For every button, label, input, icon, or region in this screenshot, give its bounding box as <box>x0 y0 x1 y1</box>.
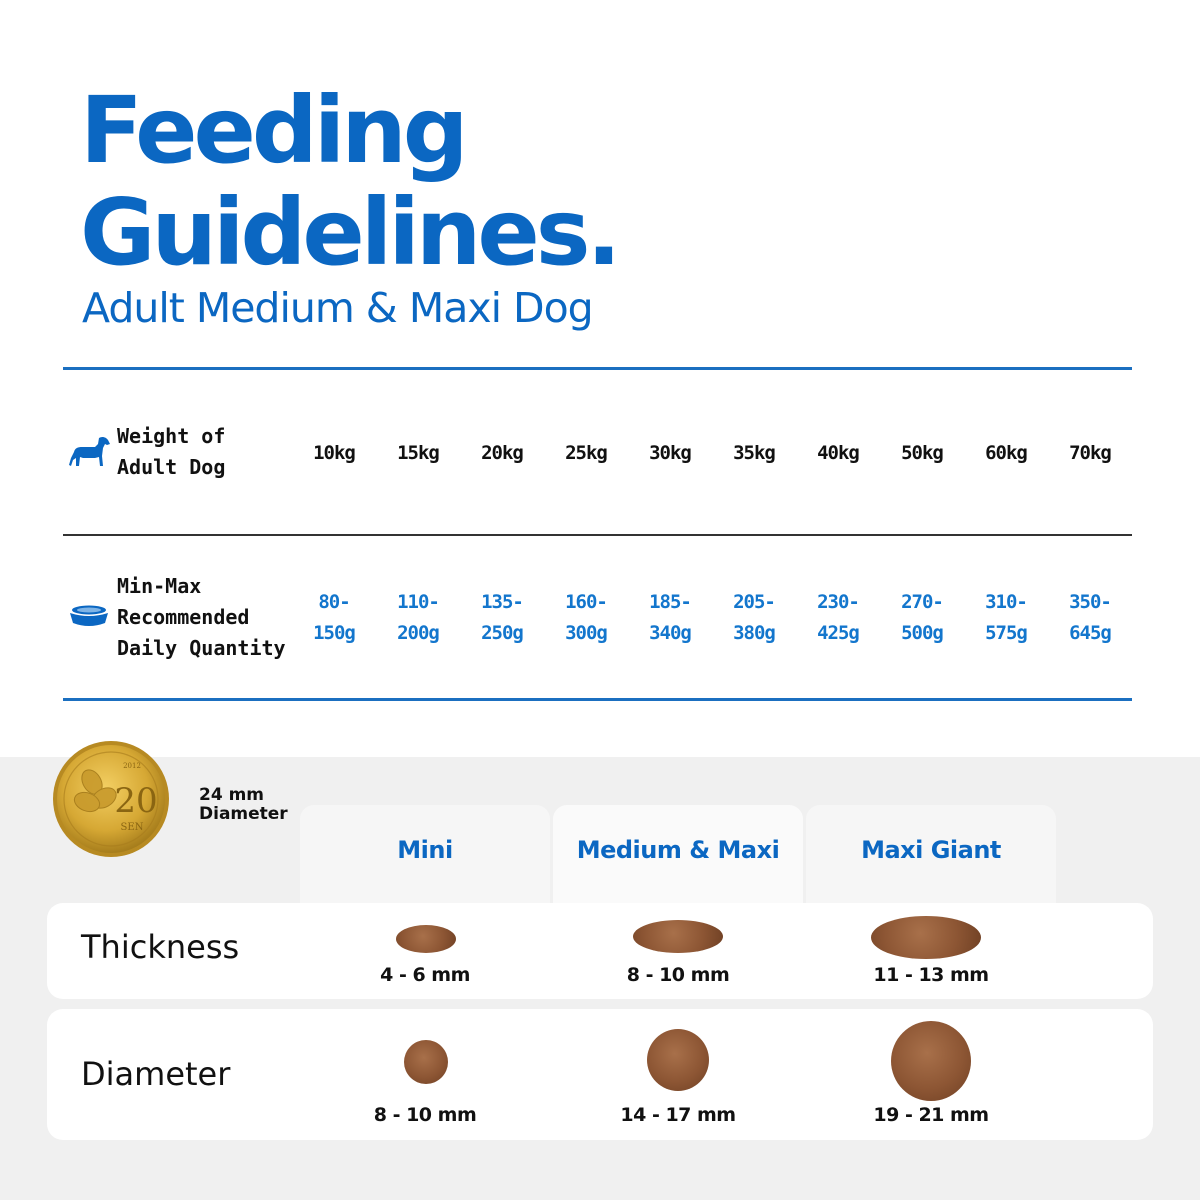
quantity-cell <box>796 587 880 649</box>
weight-cell: 15kg <box>397 442 439 464</box>
weight-cell: 70kg <box>1069 442 1111 464</box>
weight-cell: 60kg <box>985 442 1027 464</box>
diameter-value-mini: 8 - 10 mm <box>373 1104 477 1126</box>
quantity-cell <box>460 587 544 649</box>
coin-value: 20 <box>114 781 158 821</box>
tab-medium-maxi[interactable]: Medium & Maxi <box>553 805 803 915</box>
diameter-value-medium-maxi: 14 - 17 mm <box>620 1104 736 1126</box>
weight-cell: 35kg <box>733 442 775 464</box>
quantity-min: 80- <box>318 591 350 613</box>
tab-maxi-giant[interactable]: Maxi Giant <box>806 805 1056 915</box>
coin-size-caption: Diameter <box>199 804 288 824</box>
quantity-min: 205- <box>733 591 775 613</box>
weight-label-line-2: Adult Dog <box>117 455 226 479</box>
coin-size-value: 24 mm <box>199 785 265 805</box>
coin-icon <box>52 740 170 858</box>
diameter-label: Diameter <box>81 1055 231 1093</box>
weight-cell: 25kg <box>565 442 607 464</box>
kibble-thickness-medium-maxi <box>633 920 723 953</box>
bottom-divider <box>63 698 1132 701</box>
quantity-max: 250g <box>481 622 523 644</box>
quantity-max: 380g <box>733 622 775 644</box>
coin-unit: SEN <box>120 822 144 833</box>
food-bowl-icon <box>68 604 110 628</box>
weight-values-row <box>292 438 1132 468</box>
coin-size-label <box>199 786 288 824</box>
quantity-min: 310- <box>985 591 1027 613</box>
quantity-min: 230- <box>817 591 859 613</box>
thickness-value-maxi-giant: 11 - 13 mm <box>873 964 989 986</box>
weight-cell: 20kg <box>481 442 523 464</box>
quantity-max: 200g <box>397 622 439 644</box>
title-line-2: Guidelines. <box>80 179 618 286</box>
quantity-min: 110- <box>397 591 439 613</box>
dog-icon <box>69 436 111 468</box>
tab-mini[interactable]: Mini <box>300 805 550 915</box>
quantity-cell <box>376 587 460 649</box>
quantity-cell <box>544 587 628 649</box>
kibble-diameter-mini <box>404 1040 448 1084</box>
diameter-card <box>47 1009 1153 1140</box>
weight-cell: 10kg <box>313 442 355 464</box>
middle-divider <box>63 534 1132 536</box>
quantity-min: 350- <box>1069 591 1111 613</box>
thickness-label: Thickness <box>81 928 240 966</box>
thickness-value-medium-maxi: 8 - 10 mm <box>626 964 730 986</box>
quantity-label-line-3: Daily Quantity <box>117 636 286 660</box>
coin-year: 2012 <box>123 762 141 770</box>
quantity-row-label <box>117 571 286 664</box>
quantity-max: 645g <box>1069 622 1111 644</box>
title-line-1: Feeding <box>80 77 465 184</box>
quantity-max: 150g <box>313 622 355 644</box>
top-divider <box>63 367 1132 370</box>
thickness-value-mini: 4 - 6 mm <box>380 964 470 986</box>
kibble-thickness-maxi-giant <box>871 916 981 959</box>
kibble-diameter-medium-maxi <box>647 1029 709 1091</box>
quantity-label-line-1: Min-Max <box>117 574 202 598</box>
page-title <box>80 77 618 286</box>
kibble-thickness-mini <box>396 925 456 953</box>
quantity-cell <box>1048 587 1132 649</box>
weight-label-line-1: Weight of <box>117 424 226 448</box>
quantity-cell <box>712 587 796 649</box>
quantity-cell <box>880 587 964 649</box>
weight-cell: 30kg <box>649 442 691 464</box>
thickness-card <box>47 903 1153 999</box>
quantity-max: 340g <box>649 622 691 644</box>
quantity-cell <box>628 587 712 649</box>
diameter-value-maxi-giant: 19 - 21 mm <box>873 1104 989 1126</box>
quantity-min: 135- <box>481 591 523 613</box>
weight-cell: 40kg <box>817 442 859 464</box>
quantity-min: 160- <box>565 591 607 613</box>
quantity-max: 425g <box>817 622 859 644</box>
quantity-cell <box>964 587 1048 649</box>
page-subtitle: Adult Medium & Maxi Dog <box>82 284 593 332</box>
quantity-values-row <box>292 587 1132 649</box>
weight-cell: 50kg <box>901 442 943 464</box>
quantity-min: 185- <box>649 591 691 613</box>
quantity-max: 500g <box>901 622 943 644</box>
quantity-max: 575g <box>985 622 1027 644</box>
kibble-diameter-maxi-giant <box>891 1021 971 1101</box>
quantity-label-line-2: Recommended <box>117 605 250 629</box>
weight-row-label <box>117 421 225 483</box>
quantity-cell <box>292 587 376 649</box>
quantity-min: 270- <box>901 591 943 613</box>
quantity-max: 300g <box>565 622 607 644</box>
